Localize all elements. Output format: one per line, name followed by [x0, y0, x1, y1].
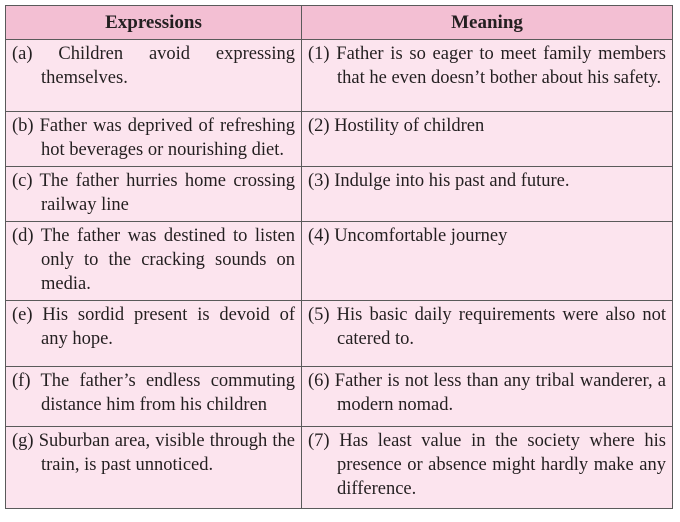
meaning-text: (7) Has least value in the society where his presence or absence might hardly make any difference.	[308, 431, 666, 499]
meaning-text: (2) Hostility of children	[308, 116, 485, 136]
table-row	[6, 167, 673, 222]
meaning-text: (5) His basic daily requirements were also not catered to.	[308, 305, 666, 349]
meaning-cell	[302, 40, 673, 112]
table-row	[6, 112, 673, 167]
expression-cell	[6, 112, 302, 167]
table-row	[6, 40, 673, 112]
expression-text: (e) His sordid present is devoid of any hope.	[12, 305, 295, 349]
expression-cell	[6, 222, 302, 301]
expression-text: (b) Father was deprived of refreshing hot beverages or nourishing diet.	[12, 116, 295, 160]
table-row	[6, 367, 673, 427]
expression-text: (f) The father’s endless commuting distance him from his children	[12, 371, 295, 415]
meaning-cell	[302, 167, 673, 222]
meaning-text: (4) Uncomfortable journey	[308, 226, 508, 246]
meaning-cell	[302, 427, 673, 509]
meaning-text: (3) Indulge into his past and future.	[308, 171, 570, 191]
expression-cell	[6, 301, 302, 367]
table-row	[6, 222, 673, 301]
expression-cell	[6, 40, 302, 112]
expression-cell	[6, 167, 302, 222]
header-meaning: Meaning	[302, 6, 673, 40]
table-row	[6, 301, 673, 367]
expression-text: (a) Children avoid expressing themselves.	[12, 44, 295, 88]
meaning-text: (6) Father is not less than any tribal wanderer, a modern nomad.	[308, 371, 666, 415]
header-expressions: Expressions	[6, 6, 302, 40]
meaning-text: (1) Father is so eager to meet family members that he even doesn’t bother about his safety.	[308, 44, 666, 88]
meaning-cell	[302, 222, 673, 301]
expression-cell	[6, 427, 302, 509]
expression-cell	[6, 367, 302, 427]
meaning-cell	[302, 301, 673, 367]
matching-table	[5, 5, 673, 509]
table-row	[6, 427, 673, 509]
meaning-cell	[302, 112, 673, 167]
expression-text: (g) Suburban area, visible through the train, is past unnoticed.	[12, 431, 295, 475]
meaning-cell	[302, 367, 673, 427]
header-row	[6, 6, 673, 40]
expression-text: (c) The father hurries home crossing railway line	[12, 171, 295, 215]
expression-text: (d) The father was destined to listen only to the cracking sounds on media.	[12, 226, 295, 294]
